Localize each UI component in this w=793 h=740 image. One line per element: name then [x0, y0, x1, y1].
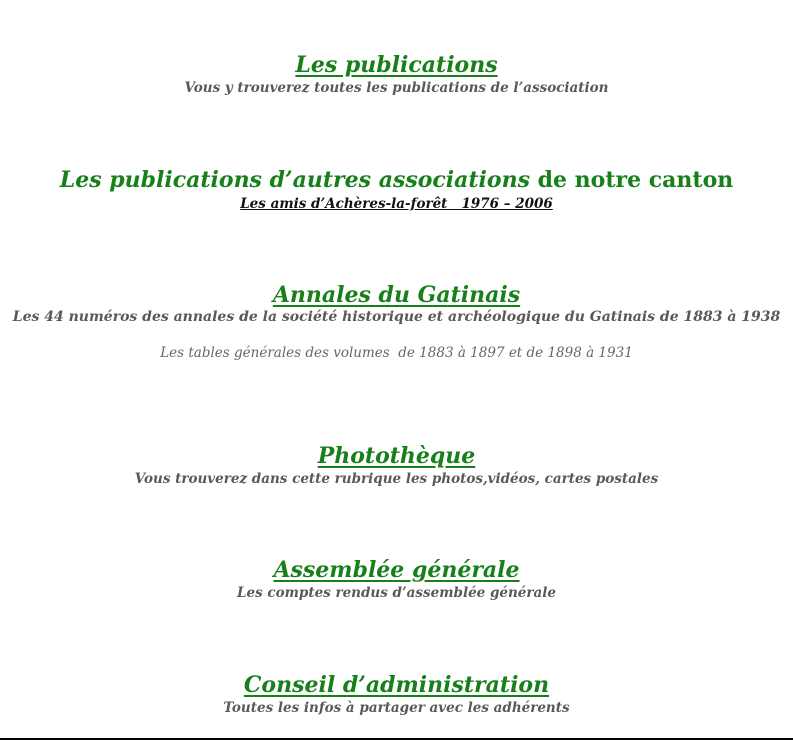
- conseil-link[interactable]: Conseil d’administration: [243, 672, 550, 698]
- section-assemblee: [0, 557, 793, 601]
- annales-tables-text: Les tables générales des volumes de 1883 à 1897 et de 1898 à 1931: [160, 345, 633, 361]
- conseil-description: Toutes les infos à partager avec les adhérents: [223, 700, 570, 716]
- other-associations-heading-italic: Les publications d’autres associations: [59, 167, 530, 193]
- publications-description: Vous y trouverez toutes les publications de l’association: [184, 80, 609, 96]
- phototheque-description: Vous trouverez dans cette rubrique les photos,vidéos, cartes postales: [134, 471, 659, 487]
- section-conseil: [0, 672, 793, 716]
- section-annales: [0, 282, 793, 361]
- publications-link[interactable]: Les publications: [295, 52, 498, 78]
- section-phototheque: [0, 443, 793, 487]
- other-associations-heading: [60, 167, 734, 193]
- section-other-associations: [0, 167, 793, 212]
- other-associations-heading-rest: de notre canton: [529, 167, 734, 193]
- section-publications: [0, 52, 793, 96]
- phototheque-link[interactable]: Photothèque: [317, 443, 476, 469]
- assemblee-description: Les comptes rendus d’assemblée générale: [237, 585, 556, 601]
- annales-link[interactable]: Annales du Gatinais: [272, 282, 521, 308]
- annales-description: Les 44 numéros des annales de la société historique et archéologique du Gatinais de 1883 à 1938: [12, 309, 781, 325]
- assemblee-link[interactable]: Assemblée générale: [273, 557, 520, 583]
- amis-acheres-link[interactable]: Les amis d’Achères-la-forêt 1976 – 2006: [240, 196, 553, 212]
